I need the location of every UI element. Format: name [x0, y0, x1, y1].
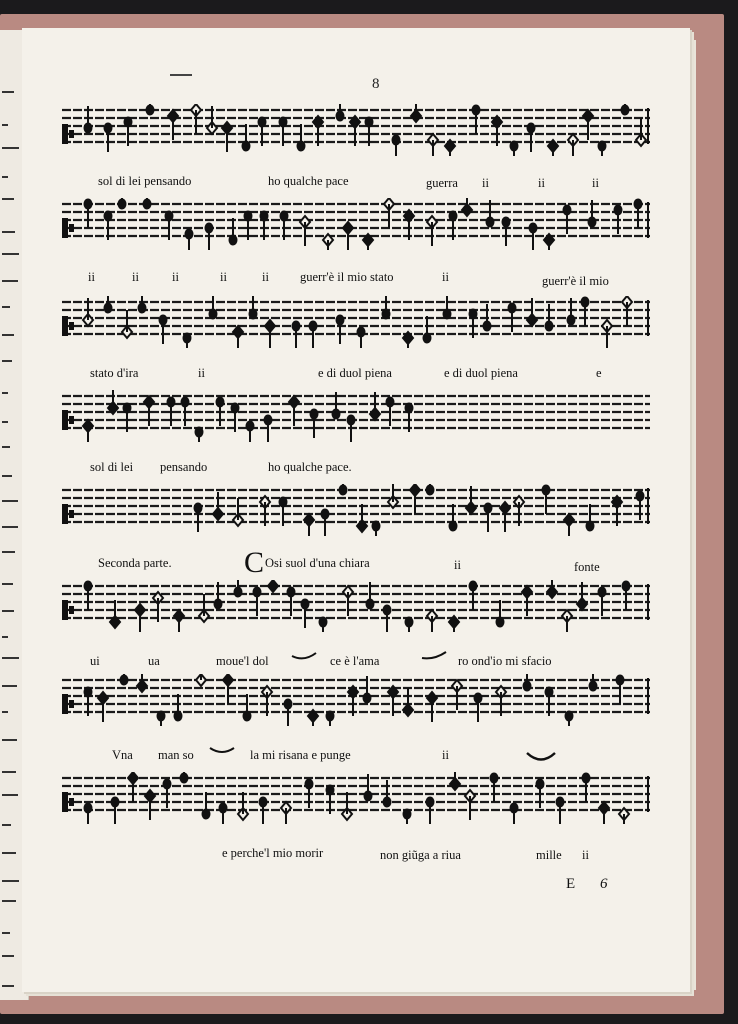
facing-page-print: [2, 280, 18, 282]
lyric-8b: non giũga a riua: [380, 848, 461, 862]
lyric-3b: ii: [198, 366, 205, 380]
facing-page-print: [2, 739, 17, 741]
facing-page-print: [2, 91, 14, 93]
note-mark: [83, 420, 93, 442]
lyric-1a: sol di lei pensando: [98, 174, 192, 188]
facing-page-print: [2, 985, 14, 987]
note-mark: [297, 124, 306, 152]
facing-page-print: [2, 500, 18, 502]
facing-page-print: [2, 475, 12, 477]
lyric-5b: ii: [454, 558, 461, 572]
note-mark: [104, 296, 113, 314]
note-mark: [209, 296, 218, 320]
note-mark: [372, 521, 381, 537]
note-mark: [474, 693, 483, 723]
facing-page-print: [2, 306, 10, 308]
note-mark: [301, 599, 310, 629]
note-mark: [342, 792, 352, 820]
note-mark: [194, 503, 203, 533]
note-mark: [598, 141, 607, 157]
music-page: [22, 28, 690, 992]
facing-page-print: [2, 657, 19, 659]
facing-page-print: [2, 771, 16, 773]
note-mark: [616, 675, 625, 705]
facing-page-print: [2, 794, 18, 796]
note-mark: [388, 484, 398, 508]
lyric-2b: ii: [132, 270, 139, 284]
facing-page-print: [2, 610, 14, 612]
lyric-7c: la mi risana e punge: [250, 748, 351, 762]
note-mark: [589, 674, 598, 692]
note-mark: [411, 104, 421, 122]
note-mark: [357, 504, 367, 532]
note-mark: [118, 198, 127, 210]
lyric-6c: moue'l dol: [216, 654, 269, 668]
note-mark: [496, 600, 505, 628]
note-mark: [84, 581, 93, 611]
page-number: 8: [372, 76, 380, 92]
facing-page-print: [2, 253, 19, 255]
note-mark: [527, 123, 536, 153]
note-mark: [547, 580, 557, 598]
note-mark: [336, 315, 345, 345]
lyric-2e: ii: [262, 270, 269, 284]
note-mark: [357, 327, 366, 349]
facing-page-print: [2, 880, 19, 882]
music-staff-2: [62, 198, 652, 250]
lyric-1d: ii: [482, 176, 489, 190]
music-staff-4: [62, 390, 652, 442]
facing-page-print: [2, 900, 16, 902]
note-mark: [304, 514, 314, 536]
note-mark: [268, 580, 278, 592]
note-mark: [249, 296, 258, 320]
facing-page-print: [2, 392, 8, 394]
note-mark: [472, 105, 481, 135]
facing-page-print: [2, 147, 19, 149]
lyric-4b: pensando: [160, 460, 208, 474]
note-mark: [542, 485, 551, 515]
note-mark: [392, 135, 401, 157]
lyric-1f: ii: [592, 176, 599, 190]
note-mark: [146, 104, 155, 116]
note-mark: [157, 711, 166, 727]
music-staff-3: [62, 296, 652, 348]
lyric-7d: ii: [442, 748, 449, 762]
note-mark: [636, 118, 646, 146]
facing-page-print: [2, 198, 14, 200]
note-mark: [222, 122, 232, 152]
lyric-1b: ho qualche pace: [268, 174, 349, 188]
lyric-8a: e perche'l mio morir: [222, 846, 324, 860]
note-mark: [174, 610, 184, 632]
note-mark: [174, 694, 183, 722]
lyric-5c: fonte: [574, 560, 600, 574]
lyric-6d: ce è l'ama: [330, 654, 380, 668]
note-mark: [326, 711, 335, 727]
lyric-3d: e di duol piena: [444, 366, 518, 380]
note-mark: [403, 809, 412, 825]
note-mark: [462, 198, 472, 216]
facing-page-print: [2, 231, 15, 233]
lyric-1e: ii: [538, 176, 545, 190]
note-mark: [449, 504, 458, 532]
note-mark: [490, 773, 499, 803]
note-mark: [233, 326, 243, 348]
note-mark: [242, 124, 251, 152]
lyric-2c: ii: [172, 270, 179, 284]
lyric-3e: e: [596, 366, 602, 380]
facing-page-print: [2, 583, 13, 585]
facing-page-print: [2, 932, 10, 934]
note-mark: [84, 199, 93, 229]
lyric-4a: sol di lei: [90, 460, 134, 474]
slur-mark-4: [524, 750, 558, 766]
note-mark: [428, 134, 438, 156]
lyric-7a: Vna: [112, 748, 133, 762]
facing-page-print: [2, 711, 8, 713]
note-mark: [562, 610, 572, 632]
music-staff-7: [62, 674, 652, 726]
note-mark: [137, 674, 147, 692]
slur-mark-1: [290, 650, 320, 664]
lyric-6b: ua: [148, 654, 160, 668]
note-mark: [523, 674, 532, 692]
note-mark: [238, 792, 248, 820]
lyric-2a: ii: [88, 270, 95, 284]
note-mark: [405, 617, 414, 633]
note-mark: [199, 594, 209, 622]
note-mark: [108, 390, 118, 414]
music-staff-1: [62, 104, 652, 156]
signature-number: 6: [600, 876, 608, 892]
note-mark: [426, 484, 435, 496]
note-mark: [229, 218, 238, 246]
note-mark: [310, 409, 319, 439]
note-mark: [622, 581, 631, 611]
section-label: Seconda parte.: [98, 556, 172, 570]
facing-page-print: [2, 551, 15, 553]
note-mark: [243, 694, 252, 722]
music-staff-5: [62, 484, 652, 536]
note-mark: [104, 123, 113, 153]
note-mark: [183, 333, 192, 349]
note-mark: [443, 296, 452, 320]
lyric-6a: ui: [90, 654, 100, 668]
lyric-4c: ho qualche pace.: [268, 460, 352, 474]
note-mark: [281, 802, 291, 824]
note-mark: [427, 692, 437, 722]
note-mark: [319, 617, 328, 633]
note-mark: [403, 688, 413, 716]
note-mark: [621, 104, 630, 116]
note-mark: [465, 790, 475, 820]
page-mark: [170, 74, 192, 76]
note-mark: [196, 674, 206, 686]
note-mark: [510, 803, 519, 825]
facing-page-print: [2, 526, 18, 528]
facing-page-print: [2, 685, 17, 687]
facing-page-print: [2, 636, 8, 638]
note-mark: [110, 600, 120, 628]
note-mark: [339, 484, 348, 496]
lyric-8d: ii: [582, 848, 589, 862]
note-mark: [185, 229, 194, 251]
slur-mark-2: [420, 650, 450, 664]
note-mark: [202, 792, 211, 820]
slur-mark-3: [208, 744, 238, 758]
note-mark: [138, 296, 147, 314]
note-mark: [246, 421, 255, 443]
note-mark: [122, 310, 132, 338]
lyric-2g: ii: [442, 270, 449, 284]
note-mark: [98, 692, 108, 722]
note-mark: [143, 198, 152, 210]
signature-mark: E: [566, 876, 576, 892]
lyric-2f: guerr'è il mio stato: [300, 270, 394, 284]
note-mark: [450, 772, 460, 790]
note-mark: [195, 427, 204, 443]
facing-page-print: [2, 852, 16, 854]
note-mark: [159, 315, 168, 345]
facing-page-print: [2, 124, 8, 126]
note-mark: [565, 711, 574, 727]
facing-page-print: [2, 955, 14, 957]
note-mark: [234, 580, 243, 598]
note-mark: [599, 802, 609, 824]
lyric-6e: ro ond'io mi sfacio: [458, 654, 552, 668]
note-mark: [581, 297, 590, 327]
lyric-3a: stato d'ira: [90, 366, 139, 380]
lyric-2h: guerr'è il mio: [542, 274, 609, 288]
note-mark: [382, 296, 391, 320]
music-staff-8: [62, 772, 652, 824]
lyric-7b: man so: [158, 748, 194, 762]
facing-page-print: [2, 334, 14, 336]
lyric-8c: mille: [536, 848, 562, 862]
note-mark: [634, 199, 643, 229]
note-mark: [423, 316, 432, 344]
note-mark: [219, 803, 228, 825]
note-mark: [233, 498, 243, 526]
note-mark: [500, 502, 510, 532]
facing-page-print: [2, 824, 11, 826]
facing-page-print: [2, 446, 10, 448]
note-mark: [564, 514, 574, 536]
note-mark: [300, 216, 310, 246]
note-mark: [568, 134, 578, 156]
note-mark: [84, 803, 93, 825]
note-mark: [145, 790, 155, 820]
note-mark: [469, 581, 478, 611]
lyric-1c: guerra: [426, 176, 458, 190]
note-mark: [427, 610, 437, 632]
music-staff-6: [62, 580, 652, 632]
note-mark: [502, 217, 511, 247]
facing-page-print: [2, 176, 8, 178]
lyric-5a: COsi suol d'una chiara: [244, 546, 370, 579]
lyric-2d: ii: [220, 270, 227, 284]
note-mark: [427, 216, 437, 246]
facing-page-print: [2, 360, 12, 362]
note-mark: [582, 773, 591, 803]
note-mark: [484, 503, 493, 533]
facing-page-print: [2, 421, 8, 423]
note-mark: [510, 141, 519, 157]
note-mark: [586, 504, 595, 532]
note-mark: [336, 104, 345, 122]
initial-letter: C: [244, 546, 265, 579]
note-mark: [120, 674, 129, 686]
lyric-3c: e di duol piena: [318, 366, 392, 380]
note-mark: [180, 772, 189, 784]
